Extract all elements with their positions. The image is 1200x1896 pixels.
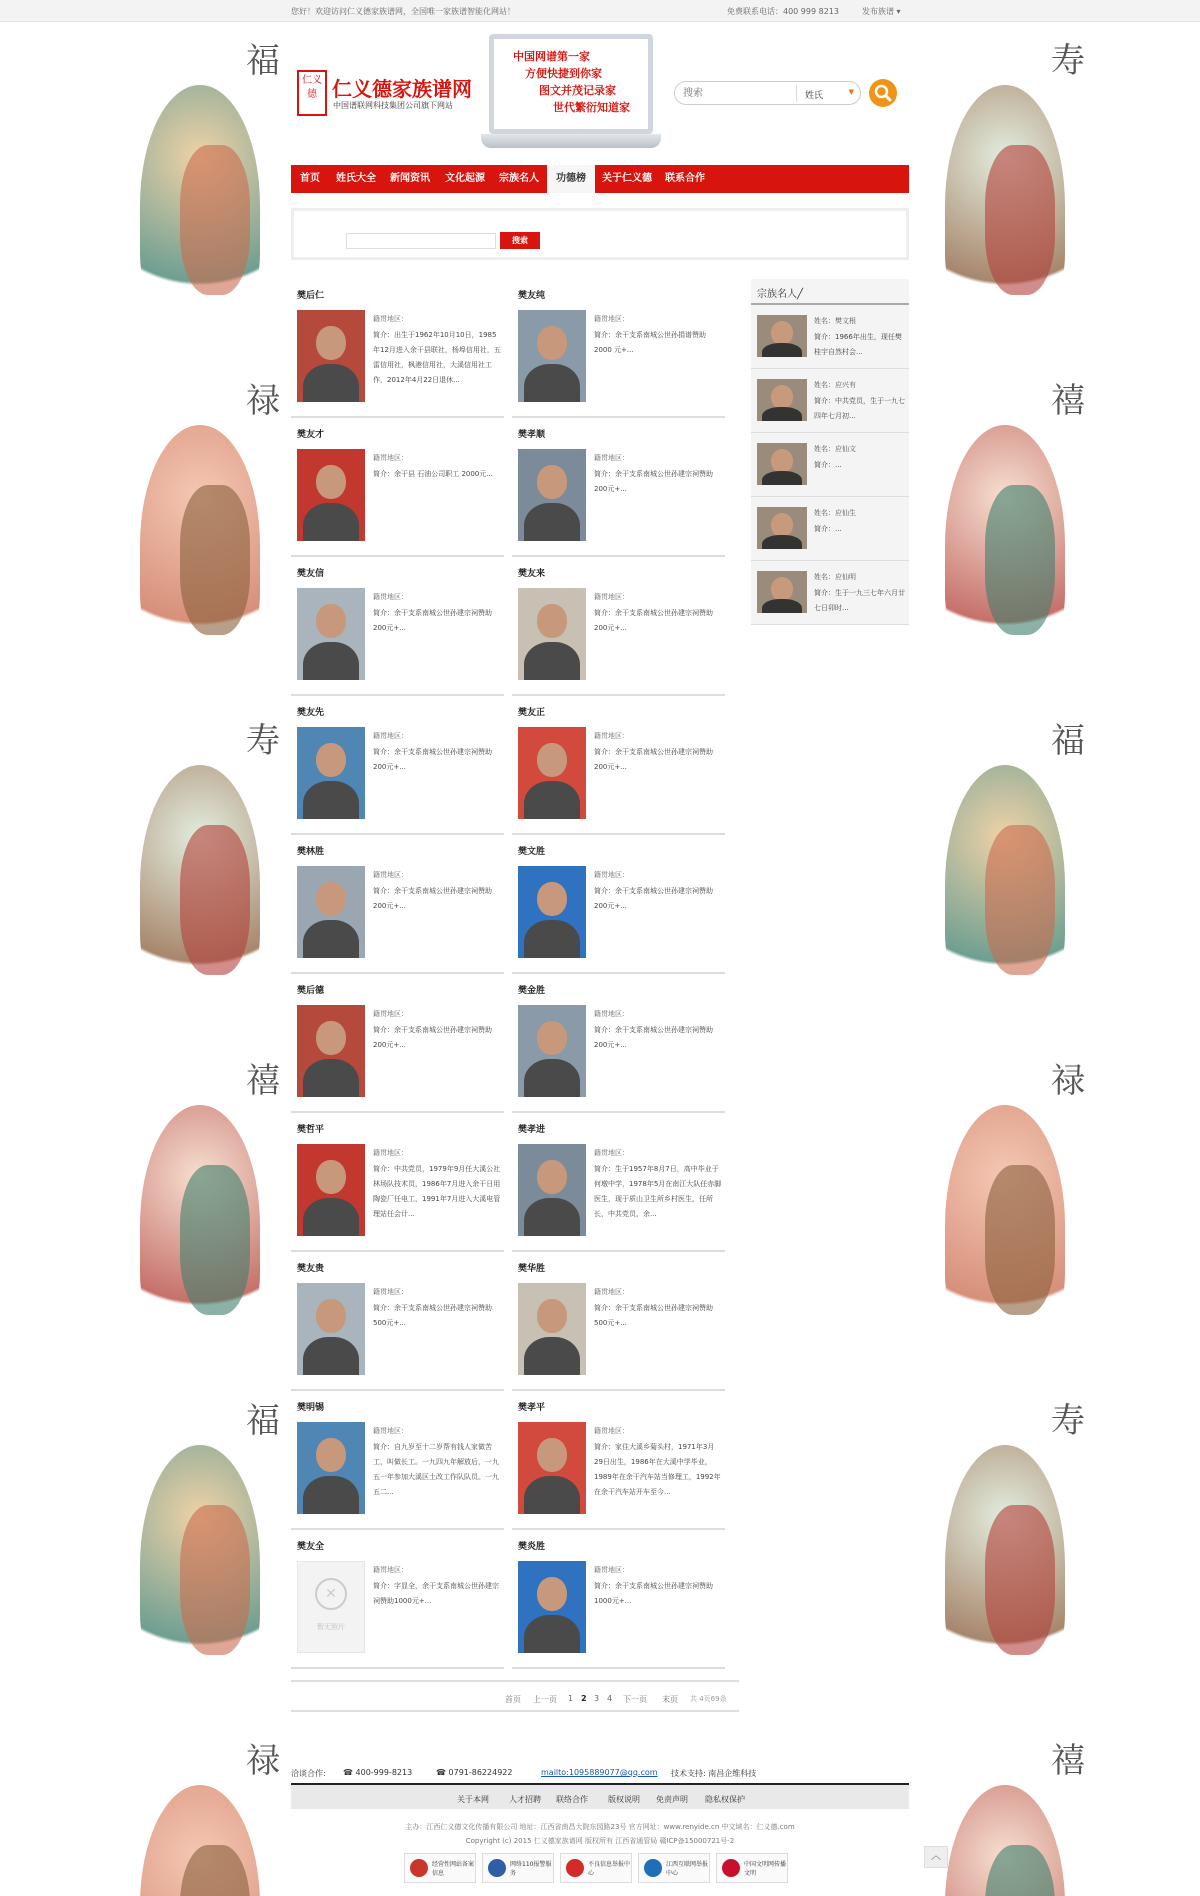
portrait-body (303, 781, 359, 819)
nav-culture-origin[interactable]: 文化起源 (445, 173, 485, 184)
person-origin: 籍贯地区： (594, 315, 629, 323)
painting-figure (180, 825, 250, 975)
merit-card[interactable] (291, 1252, 504, 1391)
portrait-head (316, 1299, 346, 1333)
celebrity-name[interactable]: 姓名：应仙文 (814, 445, 856, 453)
decorative-painting (915, 25, 1095, 345)
merit-card[interactable] (512, 835, 725, 974)
header-search (674, 81, 861, 105)
pager-last[interactable]: 末页 (662, 1695, 678, 1704)
portrait-body (303, 503, 359, 541)
pager-page-current[interactable]: 2 (581, 1694, 587, 1703)
contact-phone-hotline: ☎ 400-999-8213 (343, 1768, 413, 1777)
welcome-text: 您好！欢迎访问仁义德家族谱网，全国唯一家族谱智能化网站！ (291, 7, 515, 16)
contact-email-link[interactable]: mailto:1095889077@qq.com (541, 1768, 658, 1777)
portrait-head (537, 465, 567, 499)
person-intro: 简介：生于1957年8月7日，高中毕业于何墩中学，1978年5月在南江大队任赤脚医生，现于质山卫生所乡村医生，任所长，中共党员，余... (594, 1165, 722, 1218)
police-badge-icon (488, 1859, 506, 1877)
portrait-body (303, 1476, 359, 1514)
person-intro: 简介：字显全，余干支系南城公世孙建宗祠赞助1000元+... (373, 1582, 499, 1605)
person-origin: 籍贯地区： (594, 1427, 629, 1435)
celebrity-name[interactable]: 姓名：应仙生 (814, 509, 856, 517)
portrait-body (524, 920, 580, 958)
portrait-head (771, 321, 793, 345)
person-name[interactable]: 樊文胜 (518, 847, 546, 857)
portrait-body (303, 1198, 359, 1236)
celebrity-intro: 简介：... (814, 461, 842, 469)
person-origin: 籍贯地区： (373, 732, 408, 740)
footer-contact (291, 1765, 909, 1781)
portrait-photo[interactable] (297, 1283, 365, 1375)
person-origin: 籍贯地区： (373, 1288, 408, 1296)
pager-page[interactable]: 4 (607, 1694, 613, 1703)
merit-card[interactable] (512, 1113, 725, 1252)
person-name[interactable]: 樊友贵 (297, 1264, 325, 1274)
search-button[interactable] (869, 79, 897, 107)
person-intro: 简介：余干支系南城公世孙建宗祠赞助200元+... (594, 887, 713, 910)
footer-link-copyright[interactable]: 版权说明 (608, 1795, 640, 1804)
celebrity-intro: 简介：... (814, 525, 842, 533)
merit-card[interactable] (291, 974, 504, 1113)
slogan-line: 方便快捷到你家 (525, 67, 602, 80)
decorative-painting (915, 705, 1095, 1025)
badge-police-110[interactable]: 网络110报警服务 (482, 1853, 554, 1883)
portrait-photo[interactable] (518, 449, 586, 541)
portrait-body (524, 1059, 580, 1097)
nav-about[interactable]: 关于仁义德 (602, 173, 652, 184)
portrait-body (303, 920, 359, 958)
e-icon (644, 1859, 662, 1877)
person-intro: 简介：余干支系南城公世孙建宗祠赞助200元+... (594, 470, 713, 493)
celebrity-photo[interactable] (757, 315, 807, 357)
slogan-line: 图文并茂记录家 (539, 84, 616, 97)
no-photo-label: 暂无照片 (317, 1623, 345, 1631)
decorative-painting (915, 365, 1095, 685)
no-photo-placeholder[interactable] (297, 1561, 365, 1653)
decorative-painting (110, 1385, 290, 1705)
painting-calligraphy: 福 (246, 1401, 280, 1441)
person-name[interactable]: 樊友正 (518, 708, 546, 718)
person-name[interactable]: 樊哲平 (297, 1125, 325, 1135)
portrait-head (316, 1021, 346, 1055)
merit-card[interactable] (512, 557, 725, 696)
nav-home[interactable]: 首页 (300, 173, 320, 184)
footer-info-host: 主办：江西仁义德文化传播有限公司 地址：江西省南昌大院东园路23号 官方网址：www.renyide.cn 中文域名：仁义德.com (405, 1823, 795, 1831)
painting-calligraphy: 寿 (1051, 1401, 1085, 1441)
person-name[interactable]: 樊友纯 (518, 291, 546, 301)
slogan-laptop-banner (481, 34, 661, 152)
decorative-painting (110, 1045, 290, 1365)
portrait-photo[interactable] (518, 588, 586, 680)
celebrity-item[interactable] (751, 369, 909, 433)
portrait-head (771, 577, 793, 601)
celebrity-intro: 简介：生于一九三七年六月廿七日卯时... (814, 589, 905, 612)
decorative-painting (110, 1725, 290, 1896)
merit-search-button[interactable]: 搜索 (500, 232, 540, 249)
person-origin: 籍贯地区： (594, 1288, 629, 1296)
person-origin: 籍贯地区： (594, 1010, 629, 1018)
merit-card[interactable] (512, 1252, 725, 1391)
painting-figure (180, 485, 250, 635)
site-name[interactable]: 仁义德家族谱网 (332, 77, 472, 101)
decorative-background-right (905, 25, 1105, 1896)
portrait-head (771, 513, 793, 537)
portrait-photo[interactable] (518, 1561, 586, 1653)
badge-website-filing[interactable]: 经营性网站备案信息 (404, 1853, 476, 1883)
merit-search-bar (291, 208, 909, 260)
portrait-body (762, 343, 802, 357)
footer-info (291, 1820, 909, 1848)
site-subtitle: 中国谱联网科技集团公司旗下网站 (333, 101, 453, 110)
merit-card[interactable] (512, 418, 725, 557)
footer-copyright: Copyright (c) 2015 仁义德家族谱网 版权所有 江西省通管局 赣ICP备15000721号-2 (465, 1837, 735, 1845)
merit-card[interactable] (291, 835, 504, 974)
badge-jiangxi-report[interactable]: 江西互联网举报中心 (638, 1853, 710, 1883)
portrait-head (537, 1299, 567, 1333)
person-name[interactable]: 樊孝平 (518, 1403, 546, 1413)
portrait-head (537, 1577, 567, 1611)
painting-calligraphy: 福 (1051, 721, 1085, 761)
portrait-body (762, 471, 802, 485)
portrait-head (537, 604, 567, 638)
hotline-text: 免费联系电话：400 999 8213 (727, 7, 839, 16)
nav-merit-list[interactable]: 功德榜 (547, 165, 595, 193)
portrait-photo[interactable] (297, 449, 365, 541)
footer-link-privacy[interactable]: 隐私权保护 (705, 1795, 745, 1804)
portrait-photo[interactable] (297, 1422, 365, 1514)
portrait-body (303, 1337, 359, 1375)
portrait-head (316, 1438, 346, 1472)
painting-figure (985, 1165, 1055, 1315)
decorative-painting (915, 1385, 1095, 1705)
portrait-body (303, 1059, 359, 1097)
painting-calligraphy: 禧 (1051, 1741, 1085, 1781)
person-name[interactable]: 樊后仁 (297, 291, 325, 301)
portrait-photo[interactable] (518, 727, 586, 819)
painting-calligraphy: 禄 (1051, 1061, 1085, 1101)
portrait-body (524, 781, 580, 819)
merit-card[interactable] (512, 1391, 725, 1530)
portrait-photo[interactable] (297, 1144, 365, 1236)
painting-figure (985, 1505, 1055, 1655)
portrait-body (303, 364, 359, 402)
person-intro: 简介：余干支系南城公世孙建宗祠赞助200元+... (594, 1026, 713, 1049)
report-icon (566, 1859, 584, 1877)
person-intro: 简介：中共党员，1979年9月任大溪公社林场队技术员，1986年7月进入余干日用陶瓷厂任电工，1991年7月进入大溪电管理站任会计... (373, 1165, 501, 1218)
person-name[interactable]: 樊金胜 (518, 986, 546, 996)
portrait-photo[interactable] (518, 1283, 586, 1375)
celebrity-photo[interactable] (757, 379, 807, 421)
person-origin: 籍贯地区： (594, 1149, 629, 1157)
painting-figure (985, 485, 1055, 635)
person-name[interactable]: 樊友信 (297, 569, 325, 579)
portrait-body (762, 599, 802, 613)
decorative-painting (915, 1045, 1095, 1365)
painting-calligraphy: 禄 (246, 381, 280, 421)
decorative-painting (915, 1725, 1095, 1896)
portrait-head (316, 465, 346, 499)
merit-card[interactable] (291, 279, 504, 418)
portrait-body (524, 1476, 580, 1514)
person-origin: 籍贯地区： (373, 1010, 408, 1018)
painting-calligraphy: 寿 (1051, 41, 1085, 81)
person-intro: 简介：余干支系南城公世孙建宗祠赞助200元+... (594, 748, 713, 771)
portrait-body (524, 1198, 580, 1236)
portrait-body (524, 364, 580, 402)
person-origin: 籍贯地区： (373, 315, 408, 323)
chevron-down-icon: ▼ (848, 88, 854, 96)
search-input[interactable] (683, 86, 793, 101)
search-icon (869, 79, 897, 107)
footer-link-jobs[interactable]: 人才招聘 (509, 1795, 541, 1804)
portrait-head (537, 326, 567, 360)
pager-first[interactable]: 首页 (505, 1695, 521, 1704)
portrait-head (537, 1438, 567, 1472)
nav-news[interactable]: 新闻资讯 (390, 173, 430, 184)
decorative-painting (110, 365, 290, 685)
person-origin: 籍贯地区： (373, 1149, 408, 1157)
merit-card[interactable] (291, 557, 504, 696)
celebrity-item[interactable] (751, 561, 909, 625)
merit-card[interactable] (291, 696, 504, 835)
portrait-photo[interactable] (297, 727, 365, 819)
pager-page[interactable]: 1 (568, 1694, 574, 1703)
person-intro: 简介：余干支系南城公世孙建宗祠赞助500元+... (373, 1304, 492, 1327)
pager-prev[interactable]: 上一页 (533, 1695, 557, 1704)
person-name[interactable]: 樊炎胜 (518, 1542, 546, 1552)
footer-link-cooperation[interactable]: 联络合作 (556, 1795, 588, 1804)
chevron-up-icon: ︿ (931, 1851, 941, 1862)
celebrity-name[interactable]: 姓名：应仙明 (814, 573, 856, 581)
merit-card[interactable] (291, 1113, 504, 1252)
person-name[interactable]: 樊孝顺 (518, 430, 546, 440)
merit-card[interactable] (291, 418, 504, 557)
portrait-head (316, 1160, 346, 1194)
slogan-line: 中国网谱第一家 (513, 50, 590, 63)
person-intro: 简介：家住大溪乡菊头村，1971年3月29日出生，1986年在大溪中学毕业，1989年在余干汽车站当修理工，1992年在余干汽车站开车至今... (594, 1443, 721, 1496)
portrait-head (537, 1160, 567, 1194)
portrait-head (316, 743, 346, 777)
portrait-photo[interactable] (518, 1144, 586, 1236)
portrait-head (537, 1021, 567, 1055)
back-to-top-button[interactable] (924, 1846, 948, 1868)
portrait-body (524, 1615, 580, 1653)
celebrity-item[interactable] (751, 497, 909, 561)
portrait-head (537, 743, 567, 777)
portrait-photo[interactable] (297, 866, 365, 958)
contact-phone-office: ☎ 0791-86224922 (436, 1768, 513, 1777)
top-bar (0, 0, 1200, 22)
person-intro: 简介：余干支系南城公世孙建宗祠赞助1000元+... (594, 1582, 713, 1605)
portrait-photo[interactable] (297, 310, 365, 402)
person-origin: 籍贯地区： (373, 1566, 408, 1574)
portrait-head (316, 326, 346, 360)
nav-contact[interactable]: 联系合作 (665, 173, 705, 184)
merit-card[interactable] (512, 1530, 725, 1669)
surname-select-value: 姓氏 (805, 91, 824, 101)
painting-figure (985, 825, 1055, 975)
person-name[interactable]: 樊林胜 (297, 847, 325, 857)
person-origin: 籍贯地区： (373, 871, 408, 879)
person-origin: 籍贯地区： (373, 454, 408, 462)
person-intro: 简介：余干支系南城公世孙捐谱赞助2000 元+... (594, 331, 706, 354)
tech-support: 技术支持: 南昌企维科技 (671, 1769, 757, 1778)
decorative-painting (110, 25, 290, 345)
decorative-background-left (100, 25, 300, 1896)
portrait-photo[interactable] (518, 1422, 586, 1514)
publish-genealogy-link[interactable]: 发布族谱 ▾ (862, 7, 901, 16)
shield-icon (410, 1859, 428, 1877)
no-image-icon: ✕ (315, 1578, 347, 1610)
portrait-photo[interactable] (518, 866, 586, 958)
portrait-head (537, 882, 567, 916)
portrait-body (524, 1337, 580, 1375)
person-name[interactable]: 樊友才 (297, 430, 325, 440)
trust-badges (404, 1853, 804, 1883)
portrait-photo[interactable] (297, 588, 365, 680)
person-intro: 简介：出生于1962年10月10日，1985年12月进入余干县联社，杨埠信用社，五雷信用社，枫港信用社，大溪信用社工作，2012年4月22日退休... (373, 331, 501, 384)
pager-summary: 共 4页69条 (690, 1695, 727, 1703)
site-header (291, 25, 909, 165)
footer-link-about[interactable]: 关于本网 (457, 1795, 489, 1804)
person-origin: 籍贯地区： (594, 454, 629, 462)
portrait-body (303, 642, 359, 680)
civilization-icon (722, 1859, 740, 1877)
merit-card[interactable] (512, 279, 725, 418)
painting-figure (180, 145, 250, 295)
clan-celebrities-sidebar (751, 279, 909, 625)
celebrity-photo[interactable] (757, 507, 807, 549)
portrait-body (762, 407, 802, 421)
person-name[interactable]: 樊明锡 (297, 1403, 325, 1413)
painting-calligraphy: 寿 (246, 721, 280, 761)
nav-surnames[interactable]: 姓氏大全 (336, 173, 376, 184)
surname-select[interactable] (796, 85, 856, 102)
person-origin: 籍贯地区： (594, 732, 629, 740)
footer-links (291, 1783, 909, 1809)
portrait-body (524, 642, 580, 680)
merit-card[interactable] (512, 696, 725, 835)
contact-label: 洽谈合作: (291, 1769, 326, 1778)
slogan-line: 世代繁衍知道家 (553, 101, 630, 114)
merit-card[interactable] (291, 1530, 504, 1669)
portrait-body (762, 535, 802, 549)
pager-page[interactable]: 3 (594, 1694, 600, 1703)
badge-report-center[interactable]: 不良信息举报中心 (560, 1853, 632, 1883)
person-origin: 籍贯地区： (373, 593, 408, 601)
celebrity-name[interactable]: 姓名：樊文根 (814, 317, 856, 325)
logo-seal-icon[interactable]: 仁义德 (297, 70, 327, 116)
decorative-painting (110, 705, 290, 1025)
main-nav (291, 165, 909, 193)
person-origin: 籍贯地区： (594, 871, 629, 879)
person-intro: 简介：余干支系南城公世孙建宗祠赞助200元+... (594, 609, 713, 632)
pager-next[interactable]: 下一页 (623, 1695, 647, 1704)
merit-card[interactable] (512, 974, 725, 1113)
celebrity-photo[interactable] (757, 443, 807, 485)
person-name[interactable]: 樊后德 (297, 986, 325, 996)
nav-clan-celebrities[interactable]: 宗族名人 (499, 173, 539, 184)
portrait-head (316, 604, 346, 638)
person-name[interactable]: 樊华胜 (518, 1264, 546, 1274)
person-name[interactable]: 樊友先 (297, 708, 325, 718)
painting-calligraphy: 禄 (246, 1741, 280, 1781)
portrait-body (524, 503, 580, 541)
painting-figure (180, 1505, 250, 1655)
person-intro: 简介：余干支系南城公世孙建宗祠赞助200元+... (373, 1026, 492, 1049)
portrait-head (771, 449, 793, 473)
person-intro: 简介：余干县 石油公司职工 2000元... (373, 470, 493, 478)
person-origin: 籍贯地区： (373, 1427, 408, 1435)
celebrity-item[interactable] (751, 433, 909, 497)
portrait-photo[interactable] (518, 1005, 586, 1097)
painting-calligraphy: 禧 (1051, 381, 1085, 421)
portrait-head (316, 882, 346, 916)
painting-calligraphy: 福 (246, 41, 280, 81)
celebrity-photo[interactable] (757, 571, 807, 613)
person-intro: 简介：余干支系南城公世孙建宗祠赞助200元+... (373, 748, 492, 771)
person-intro: 简介：余干支系南城公世孙建宗祠赞助200元+... (373, 609, 492, 632)
person-intro: 简介：余干支系南城公世孙建宗祠赞助200元+... (373, 887, 492, 910)
portrait-photo[interactable] (297, 1005, 365, 1097)
person-origin: 籍贯地区： (594, 1566, 629, 1574)
person-intro: 简介：余干支系南城公世孙建宗祠赞助500元+... (594, 1304, 713, 1327)
person-origin: 籍贯地区： (594, 593, 629, 601)
person-name[interactable]: 樊友全 (297, 1542, 325, 1552)
painting-figure (180, 1165, 250, 1315)
portrait-photo[interactable] (518, 310, 586, 402)
painting-calligraphy: 禧 (246, 1061, 280, 1101)
celebrity-name[interactable]: 姓名：应兴有 (814, 381, 856, 389)
portrait-head (771, 385, 793, 409)
person-intro: 简介：自九岁至十二岁帮有钱人家做苦工，叫做长工。一九四九年解放后，一九五一年参加大溪区土改工作队队员。一九五二... (373, 1443, 499, 1496)
badge-civilization[interactable]: 中国文明网传播文明 (716, 1853, 788, 1883)
pagination (291, 1680, 739, 1712)
person-name[interactable]: 樊友来 (518, 569, 546, 579)
celebrity-item[interactable] (751, 305, 909, 369)
celebrity-intro: 简介：中共党员，生于一九七四年七月初... (814, 397, 905, 420)
footer-link-disclaimer[interactable]: 免责声明 (656, 1795, 688, 1804)
merit-search-input[interactable] (346, 233, 496, 249)
painting-figure (985, 145, 1055, 295)
sidebar-title: 宗族名人╱ (757, 289, 804, 300)
person-name[interactable]: 樊孝进 (518, 1125, 546, 1135)
merit-card[interactable] (291, 1391, 504, 1530)
celebrity-intro: 简介：1966年出生，现任樊桂宇自然村会... (814, 333, 902, 356)
